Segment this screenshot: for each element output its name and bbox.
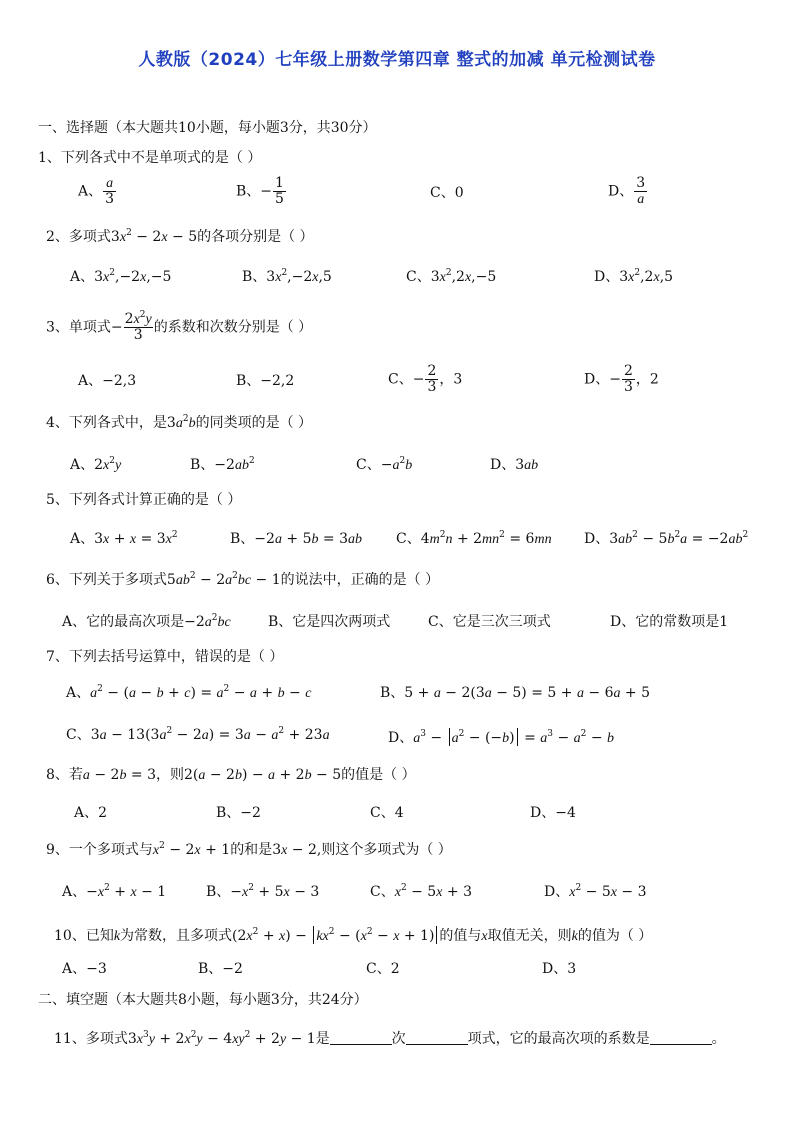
q2-option-c: C、$3x^2,2x,-5$ <box>406 268 497 285</box>
question-1-stem: 1、下列各式中不是单项式的是（ ） <box>38 150 262 166</box>
q11-blank-coefficient[interactable] <box>650 1030 712 1045</box>
q5-option-c: C、$4m^2n + 2mn^2 = 6mn$ <box>396 530 552 547</box>
section-heading-choice: 一、选择题（本大题共10小题，每小题3分，共30分） <box>38 120 377 136</box>
q7-option-b: B、5 + a − 2(3a − 5) = 5 + a − 6a + 5 <box>380 685 651 701</box>
q3-option-b: B、−2,2 <box>236 373 295 389</box>
q1-option-d: D、 $\frac{3}{a}$ <box>608 175 646 207</box>
page-title: 人教版（2024）七年级上册数学第四章 整式的加减 单元检测试卷 <box>138 50 656 70</box>
q9-option-c: C、$x^2 - 5x + 3$ <box>370 883 472 900</box>
q7-option-d: D、$a^3 - a^2 - (-b) = a^3 - a^2 - b$ <box>388 729 615 746</box>
q10-option-b: B、−2 <box>198 961 243 977</box>
q6-option-d: D、它的常数项是1 <box>610 614 729 630</box>
question-6-stem: 6、下列关于多项式$5ab^2 - 2a^2bc - 1$的说法中，正确的是（ ） <box>46 571 440 588</box>
q4-option-d: D、3ab <box>490 457 539 473</box>
q10-option-a: A、−3 <box>62 961 107 977</box>
q9-option-a: A、$-x^2 + x - 1$ <box>62 883 167 900</box>
q1-option-b: B、− $\frac{1}{5}$ <box>236 175 284 207</box>
question-11-stem: 11、多项式$3x^3y + 2x^2y - 4xy^2 + 2y - 1$是 次 项式，它的最高次项的系数是 。 <box>54 1030 726 1047</box>
q8-option-a: A、2 <box>74 805 108 821</box>
q9-option-d: D、$x^2 - 5x - 3$ <box>544 883 647 900</box>
q4-option-c: C、$-a^2b$ <box>356 456 413 473</box>
q10-option-c: C、2 <box>366 961 400 977</box>
q4-option-a: A、$2x^2y$ <box>70 456 122 473</box>
q2-option-d: D、$3x^2,2x,5$ <box>594 268 674 285</box>
question-4-stem: 4、下列各式中，是$3a^2b$的同类项的是（ ） <box>46 414 313 431</box>
q8-option-c: C、4 <box>370 805 404 821</box>
q6-option-c: C、它是三次三项式 <box>428 614 551 630</box>
q10-option-d: D、3 <box>542 961 577 977</box>
q7-option-c: C、$3a - 13(3a^2 - 2a) = 3a - a^2 + 23a$ <box>66 726 330 743</box>
question-9-stem: 9、一个多项式与$x^2 - 2x + 1$的和是3x − 2,则这个多项式为（ ） <box>46 841 452 858</box>
q8-option-d: D、−4 <box>530 805 576 821</box>
question-3-stem: 3、单项式− $\frac{2x^2y}{3}$ 的系数和次数分别是（ ） <box>46 310 313 343</box>
q4-option-b: B、$-2ab^2$ <box>190 456 255 473</box>
question-2-stem: 2、多项式$3x^2 - 2x - 5$的各项分别是（ ） <box>46 228 314 245</box>
question-5-stem: 5、下列各式计算正确的是（ ） <box>46 492 242 508</box>
q7-option-a: A、$a^2 - (a - b + c) = a^2 - a + b - c$ <box>66 684 312 701</box>
question-8-stem: 8、若a − 2b = 3，则2(a − 2b) − a + 2b − 5的值是（ ） <box>46 767 416 783</box>
section-heading-fill: 二、填空题（本大题共8小题，每小题3分，共24分） <box>38 992 368 1008</box>
question-10-stem: 10、已知k为常数，且多项式$(2x^2 + x) - kx^2 - (x^2 - x + 1)$ 的值与x取值无关，则k的值为（ ） <box>54 927 653 944</box>
q3-option-c: C、− $\frac{2}{3}$ ，3 <box>388 363 463 395</box>
q1-option-a: A、 $\frac{a}{3}$ <box>78 176 115 207</box>
q5-option-a: A、$3x + x = 3x^2$ <box>70 530 178 547</box>
q9-option-b: B、$-x^2 + 5x - 3$ <box>206 883 320 900</box>
q3-option-d: D、− $\frac{2}{3}$ ，2 <box>584 363 659 395</box>
q11-blank-degree[interactable] <box>330 1030 392 1045</box>
q5-option-b: B、−2a + 5b = 3ab <box>230 531 363 547</box>
q5-option-d: D、$3ab^2 - 5b^2a = -2ab^2$ <box>584 530 749 547</box>
q1-option-c: C、0 <box>430 185 464 201</box>
question-7-stem: 7、下列去括号运算中，错误的是（ ） <box>46 649 284 665</box>
q6-option-b: B、它是四次两项式 <box>268 614 391 630</box>
q3-option-a: A、−2,3 <box>78 373 137 389</box>
q11-blank-terms[interactable] <box>406 1030 468 1045</box>
q2-option-b: B、$3x^2,-2x,5$ <box>242 268 332 285</box>
q2-option-a: A、$3x^2,-2x,-5$ <box>70 268 172 285</box>
q8-option-b: B、−2 <box>216 805 261 821</box>
q6-option-a: A、它的最高次项是$-2a^2bc$ <box>62 613 231 630</box>
